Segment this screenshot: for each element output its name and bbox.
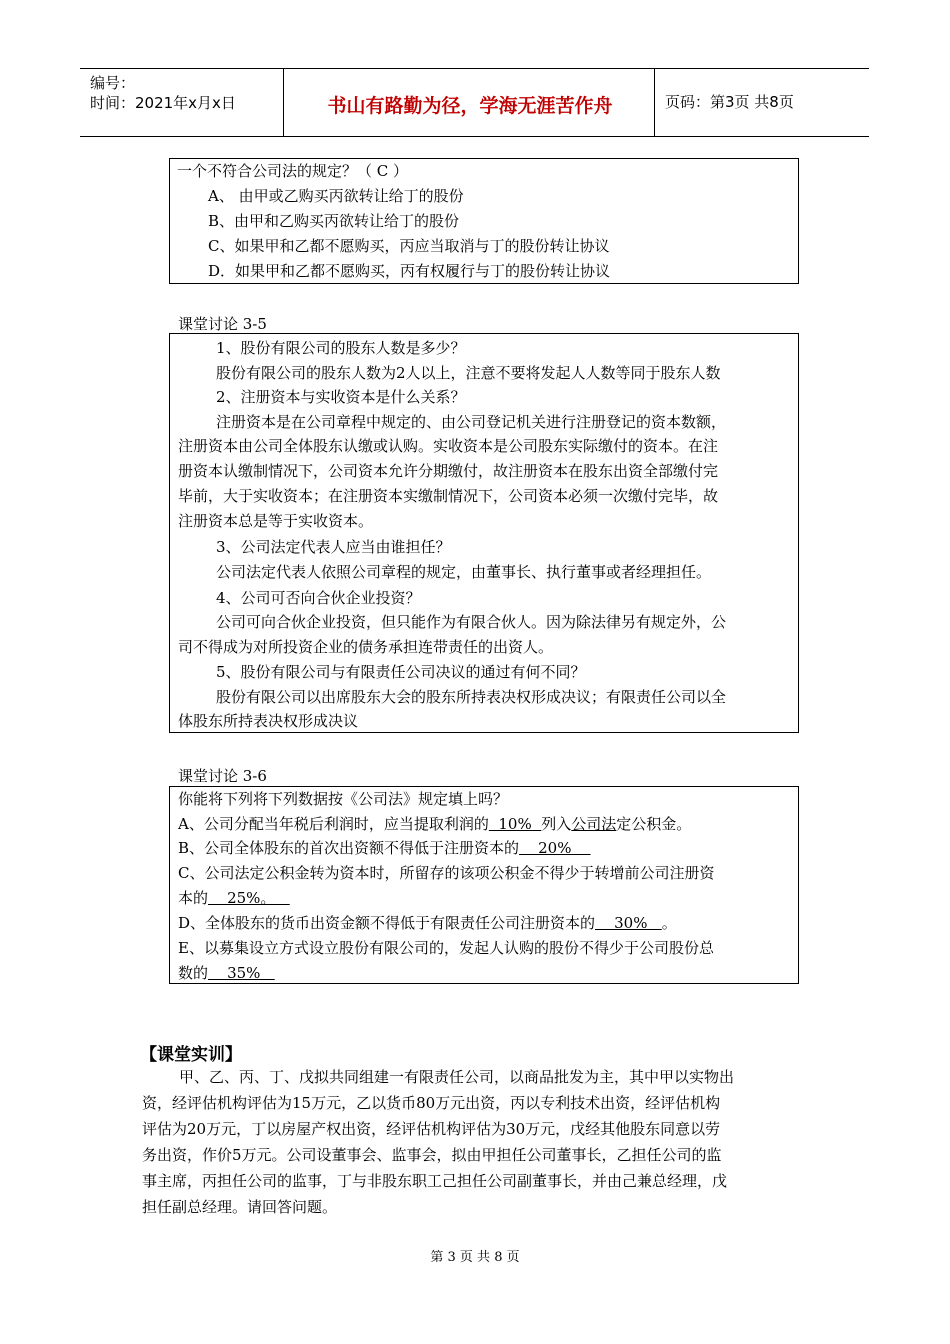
code-label: 编号： — [90, 74, 136, 92]
discussion-line: 4、公司可否向合伙企业投资？ — [216, 589, 421, 607]
discussion-line: 体股东所持表决权形成决议 — [178, 712, 359, 730]
discussion-3-5-box — [169, 333, 799, 733]
header-motto: 书山有路勤为径，学海无涯苦作舟 — [327, 95, 613, 117]
page-footer: 第 3 页 共 8 页 — [430, 1250, 520, 1265]
fill-text: A、公司分配当年税后利润时，应当提取利润的 — [178, 815, 489, 833]
discussion-line: 注册资本是在公司章程中规定的、由公司登记机关进行注册登记的资本数额， — [216, 413, 727, 431]
question-stem: 一个不符合公司法的规定？（ C ） — [177, 162, 409, 180]
discussion-line: 册资本认缴制情况下，公司资本允许分期缴付，故注册资本在股东出资全部缴付完 — [178, 462, 719, 480]
fill-item-c: C、公司法定公积金转为资本时，所留存的该项公积金不得少于转增前公司注册资 — [178, 864, 715, 882]
discussion-3-5-caption: 课堂讨论 3-5 — [178, 315, 267, 333]
fill-text: 列入 — [541, 815, 572, 833]
fill-answer: 20% — [519, 839, 591, 857]
discussion-line: 5、股份有限公司与有限责任公司决议的通过有何不同？ — [216, 663, 586, 681]
option-a: A、 由甲或乙购买丙欲转让给丁的股份 — [208, 187, 464, 205]
option-b: B、由甲和乙购买丙欲转让给丁的股份 — [208, 212, 460, 230]
header-divider — [654, 69, 655, 136]
discussion-line: 2、注册资本与实收资本是什么关系？ — [216, 388, 466, 406]
fill-item-c-cont — [178, 886, 290, 910]
option-c: C、如果甲和乙都不愿购买，丙应当取消与丁的股份转让协议 — [208, 237, 610, 255]
practice-line: 担任副总经理。请回答问题。 — [142, 1198, 338, 1216]
practice-line: 资，经评估机构评估为15万元，乙以货币80万元出资，丙以专利技术出资，经评估机构 — [142, 1094, 721, 1112]
fill-text: 本的 — [178, 889, 209, 907]
discussion-line: 司不得成为对所投资企业的债务承担连带责任的出资人。 — [178, 638, 554, 656]
fill-text: 。 — [661, 914, 677, 932]
fill-item-b — [178, 836, 591, 860]
discussion-line: 股份有限公司以出席股东大会的股东所持表决权形成决议；有限责任公司以全 — [216, 688, 727, 706]
fill-text: D、全体股东的货币出资金额不得低于有限责任公司注册资本的 — [178, 914, 596, 932]
discussion-3-6-caption: 课堂讨论 3-6 — [178, 767, 267, 785]
discussion-line: 公司法定代表人依照公司章程的规定，由董事长、执行董事或者经理担任。 — [216, 563, 712, 581]
fill-text: 定公积金。 — [616, 815, 692, 833]
discussion-line: 毕前，大于实收资本；在注册资本实缴制情况下，公司资本必须一次缴付完毕，故 — [178, 487, 719, 505]
fill-text: 数的 — [178, 964, 209, 982]
fill-answer: 30% — [595, 914, 662, 932]
practice-line: 事主席，丙担任公司的监事，丁与非股东职工己担任公司副董事长，并由己兼总经理，戊 — [142, 1172, 728, 1190]
discussion-line: 3、公司法定代表人应当由谁担任？ — [216, 538, 451, 556]
fill-answer: 25%。 — [208, 889, 290, 907]
fill-item-e: E、以募集设立方式设立股份有限公司的，发起人认购的股份不得少于公司股份总 — [178, 939, 714, 957]
page-header — [80, 68, 869, 137]
fill-item-a — [178, 812, 691, 836]
discussion-line: 注册资本总是等于实收资本。 — [178, 512, 374, 530]
option-d: D．如果甲和乙都不愿购买，丙有权履行与丁的股份转让协议 — [208, 262, 611, 280]
fill-answer: 10% — [488, 815, 542, 833]
fill-item-e-cont — [178, 961, 275, 985]
fill-intro: 你能将下列将下列数据按《公司法》规定填上吗？ — [178, 790, 509, 808]
practice-line: 务出资，作价5万元。公司设董事会、监事会，拟由甲担任公司董事长，乙担任公司的监 — [142, 1146, 722, 1164]
fill-answer: 35% — [208, 964, 275, 982]
discussion-line: 股份有限公司的股东人数为2人以上，注意不要将发起人人数等同于股东人数 — [216, 364, 721, 382]
fill-text: B、公司全体股东的首次出资额不得低于注册资本的 — [178, 839, 520, 857]
time-label: 时间：2021年x月x日 — [90, 94, 236, 112]
discussion-line: 注册资本由公司全体股东认缴或认购。实收资本是公司股东实际缴付的资本。在注 — [178, 437, 719, 455]
practice-line: 甲、乙、丙、丁、戊拟共同组建一有限责任公司，以商品批发为主，其中甲以实物出 — [179, 1068, 735, 1086]
question-box — [169, 158, 799, 284]
fill-item-d — [178, 911, 677, 935]
discussion-line: 1、股份有限公司的股东人数是多少？ — [216, 339, 466, 357]
header-meta — [90, 73, 236, 113]
header-page-label: 页码：第3页 共8页 — [665, 93, 794, 111]
fill-law-term: 公司法 — [571, 815, 617, 833]
practice-line: 评估为20万元，丁以房屋产权出资，经评估机构评估为30万元，戊经其他股东同意以劳 — [142, 1120, 721, 1138]
discussion-line: 公司可向合伙企业投资，但只能作为有限合伙人。因为除法律另有规定外，公 — [216, 613, 727, 631]
practice-title: 【课堂实训】 — [140, 1045, 242, 1065]
discussion-3-6-box — [169, 786, 799, 984]
